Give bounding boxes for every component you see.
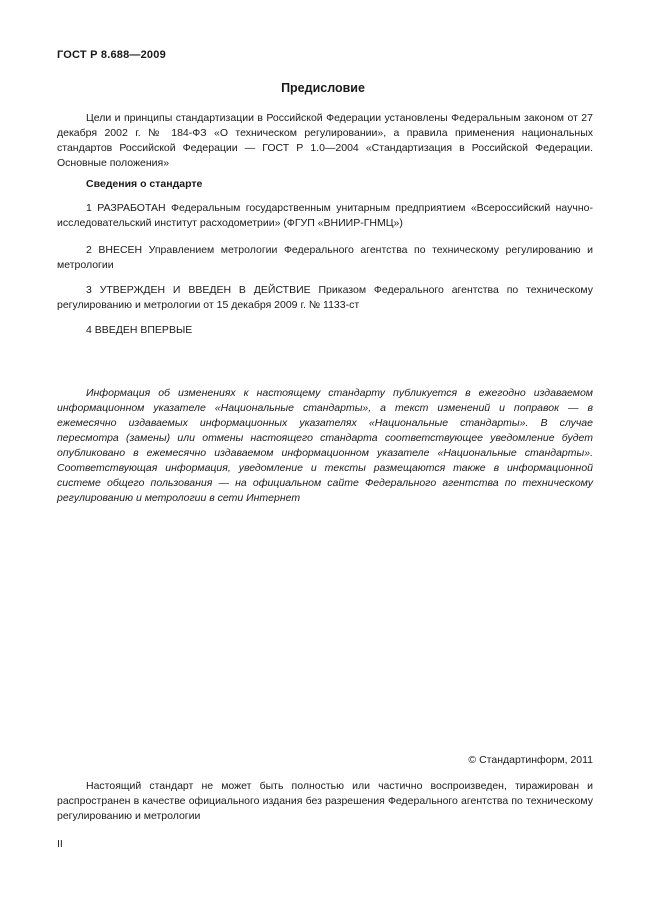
item-approved: 3 УТВЕРЖДЕН И ВВЕДЕН В ДЕЙСТВИЕ Приказом Федерального агентства по техническому регулированию и метрологии от 15 декабря 2009 г. № 1133-ст <box>57 284 593 311</box>
reproduction-notice: Настоящий стандарт не может быть полностью или частично воспроизведен, тиражирован и распространен в качестве официального издания без разрешения Федерального агентства по техническому регулированию и метрологии <box>57 780 593 822</box>
page-number: II <box>57 838 63 850</box>
section-heading: Сведения о стандарте <box>86 178 203 190</box>
item-first-introduced: 4 ВВЕДЕН ВПЕРВЫЕ <box>86 324 193 336</box>
info-notice-paragraph: Информация об изменениях к настоящему стандарту публикуется в ежегодно издаваемом информационном указателе «Национальные стандарты», а текст изменений и поправок — в ежемесячно издаваемых информационных указателях «Национальные стандарты». В случае пересмотра (замены) или отмены настоящего стандарта соответствующее уведомление будет опубликовано в ежемесячно издаваемом информационном указателе «Национальные стандарты». Соответствующая информация, уведомление и тексты размещаются также в информационной системе общего пользования — на официальном сайте Федерального агентства по техническому регулированию и метрологии в сети Интернет <box>57 387 593 504</box>
page-title: Предисловие <box>281 81 365 95</box>
item-submitted: 2 ВНЕСЕН Управлением метрологии Федерального агентства по техническому регулированию и метрологии <box>57 244 593 271</box>
copyright-notice: © Стандартинформ, 2011 <box>468 754 593 766</box>
standard-code-header: ГОСТ Р 8.688—2009 <box>57 49 166 61</box>
intro-paragraph: Цели и принципы стандартизации в Российской Федерации установлены Федеральным законом от 27 декабря 2002 г. № 184-ФЗ «О техническом регулировании», а правила применения национальных стандартов Российской Федерации — ГОСТ Р 1.0—2004 «Стандартизация в Российской Федерации. Основные положения» <box>57 112 593 169</box>
item-developed: 1 РАЗРАБОТАН Федеральным государственным унитарным предприятием «Всероссийский научно-исследовательский институт расходометрии» (ФГУП «ВНИИР-ГНМЦ») <box>57 202 593 229</box>
